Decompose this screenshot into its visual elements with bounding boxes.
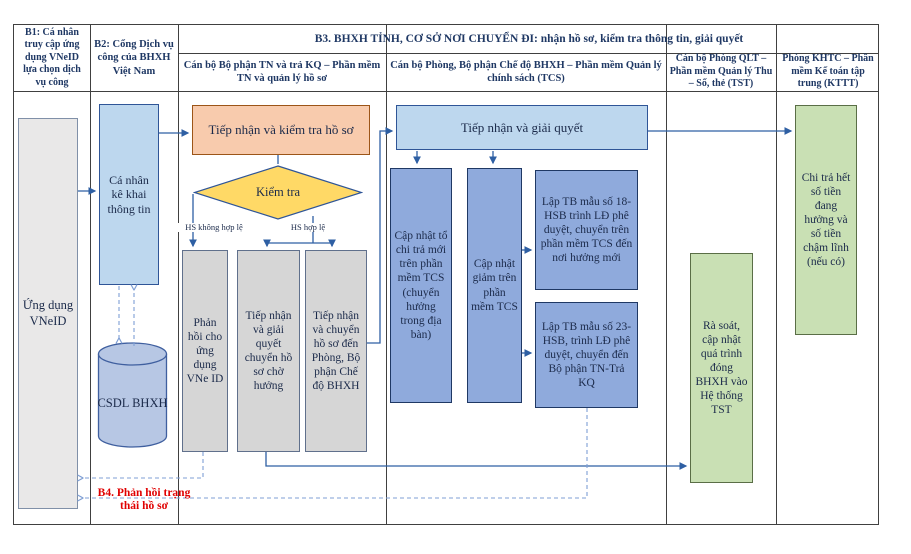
node-tiep-nhan-kiem-tra: Tiếp nhận và kiểm tra hồ sơ: [192, 105, 370, 155]
header-b1: B1: Cá nhân truy cập ứng dụng VNeID lựa chọn dịch vụ công: [23, 26, 81, 88]
node-giai-quyet-chuyen-ho-so: Tiếp nhận và giải quyết chuyển hồ sơ chờ hưởng: [237, 250, 300, 452]
header-b2: B2: Cổng Dịch vụ công của BHXH Việt Nam: [94, 39, 174, 77]
node-ra-soat-tst: Rà soát, cập nhật quá trình đóng BHXH vào Hệ thống TST: [690, 253, 753, 483]
lane-border-b1-b2: [90, 25, 91, 524]
node-chi-tra: Chi trả hết số tiền đang hưởng và số tiền chậm lĩnh (nếu có): [795, 105, 857, 335]
node-chuyen-ho-so-che-do: Tiếp nhận và chuyển hồ sơ đến Phòng, Bộ phận Chế độ BHXH: [305, 250, 367, 452]
node-tiep-nhan-giai-quyet: Tiếp nhận và giải quyết: [396, 105, 648, 150]
decision-kiem-tra: [193, 165, 363, 220]
header-bottom-border: [14, 91, 878, 92]
node-tb-18-hsb: Lập TB mẫu số 18-HSB trình LĐ phê duyệt, chuyển trên phần mềm TCS đến nơi hưởng mới: [535, 170, 638, 290]
lane-border-b2-b3: [178, 25, 179, 524]
decision-label: Kiểm tra: [255, 184, 301, 199]
header-b3: B3. BHXH TỈNH, CƠ SỞ NƠI CHUYỂN ĐI: nhận hồ sơ, kiểm tra thông tin, giải quyết: [314, 32, 744, 45]
edge-label-hs-hop-le: HS hợp lệ: [283, 223, 333, 232]
node-phan-hoi-vneid: Phản hồi cho ứng dụng VNe ID: [182, 250, 228, 452]
lane-border-qlt-khtc: [776, 25, 777, 524]
node-vneid-app: Ứng dụng VNeID: [18, 118, 78, 509]
edge-label-b4-phan-hoi: B4. Phản hồi trạng thái hồ sơ: [97, 487, 191, 513]
header-lane-tn: Cán bộ Bộ phận TN và trả KQ – Phần mềm TN và quản lý hồ sơ: [183, 59, 381, 84]
datastore-label: CSDL BHXH: [97, 396, 168, 411]
header-lane-khtc: Phòng KHTC – Phần mềm Kế toán tập trung (KTTT): [782, 53, 874, 90]
node-tb-23-hsb: Lập TB mẫu số 23-HSB, trình LĐ phê duyệt, chuyển đến Bộ phận TN-Trả KQ: [535, 302, 638, 408]
edge-label-hs-khong-hop-le: HS không hợp lệ: [176, 223, 252, 232]
lane-border-tn-tcs: [386, 25, 387, 524]
node-ca-nhan-ke-khai: Cá nhân kê khai thông tin: [99, 104, 159, 285]
lane-border-tcs-qlt: [666, 25, 667, 524]
header-lane-tcs: Cán bộ Phòng, Bộ phận Chế độ BHXH – Phần mềm Quản lý chính sách (TCS): [390, 59, 662, 84]
node-cap-nhat-to-chi-tra: Cập nhật tổ chi trả mới trên phần mềm TCS (chuyển hưởng trong địa bàn): [390, 168, 452, 403]
datastore-csdl-bhxh: [97, 341, 168, 449]
header-lane-qlt: Cán bộ Phòng QLT – Phần mềm Quản lý Thu – Sổ, thẻ (TST): [669, 53, 773, 90]
node-cap-nhat-giam: Cập nhật giảm trên phần mềm TCS: [467, 168, 522, 403]
